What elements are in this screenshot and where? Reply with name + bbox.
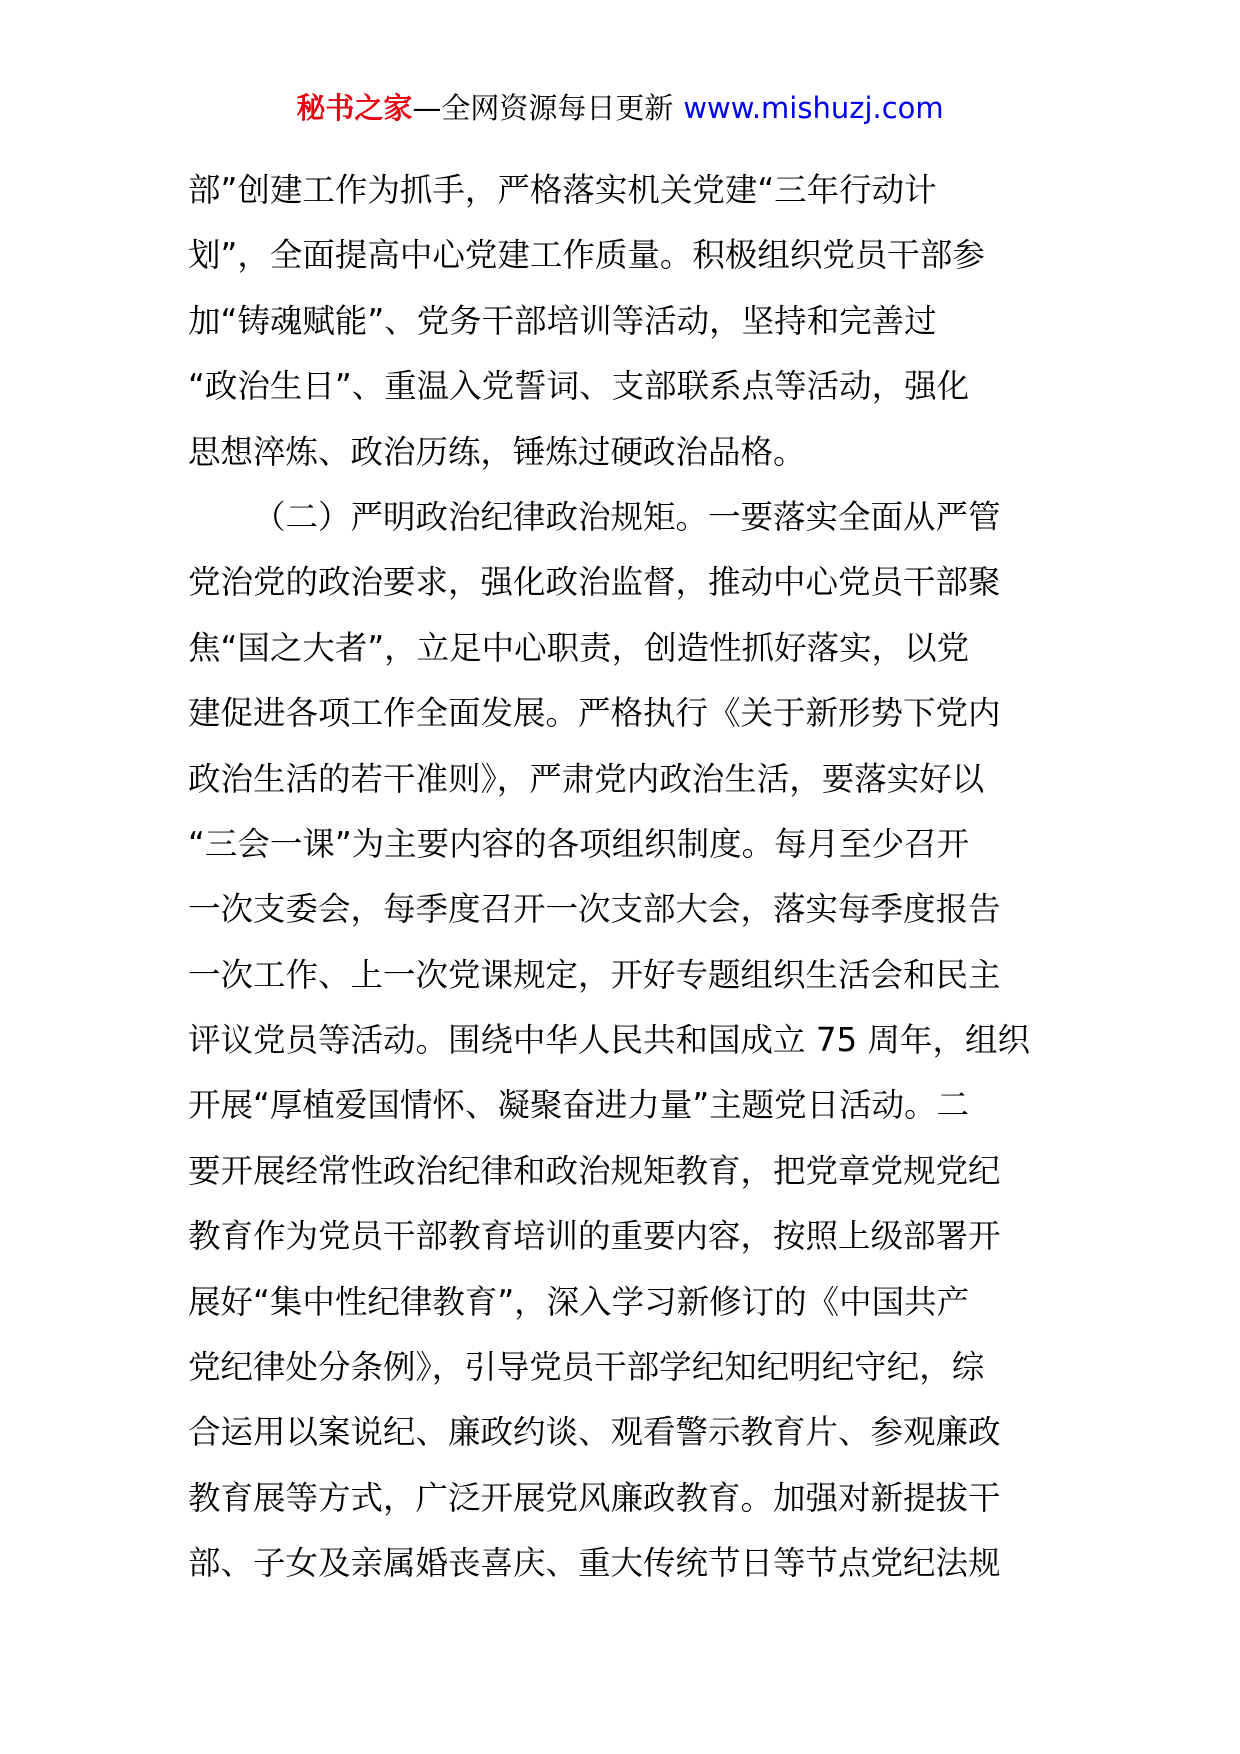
text-line: 党治党的政治要求，强化政治监督，推动中心党员干部聚	[188, 563, 1001, 602]
document-body	[188, 158, 1058, 1597]
site-slogan: —全网资源每日更新	[412, 91, 674, 125]
text-line: 教育展等方式，广泛开展党风廉政教育。加强对新提拔干	[188, 1478, 1001, 1517]
section-heading-line: （二）严明政治纪律政治规矩。一要落实全面从严管	[253, 497, 1001, 536]
text-line: 一次工作、上一次党课规定，开好专题组织生活会和民主	[188, 955, 1001, 994]
site-url-link[interactable]: www.mishuzj.com	[683, 91, 944, 125]
text-line: 划”，全面提高中心党建工作质量。积极组织党员干部参	[188, 236, 985, 275]
text-line: 评议党员等活动。围绕中华人民共和国成立 75 周年，组织	[188, 1021, 1031, 1060]
text-line: 党纪律处分条例》，引导党员干部学纪知纪明纪守纪，综	[188, 1348, 985, 1387]
text-line: 焦“国之大者”，立足中心职责，创造性抓好落实，以党	[188, 628, 970, 667]
text-line: 开展“厚植爱国情怀、凝聚奋进力量”主题党日活动。二	[188, 1086, 970, 1125]
text-line: 合运用以案说纪、廉政约谈、观看警示教育片、参观廉政	[188, 1413, 1001, 1452]
text-line: “政治生日”、重温入党誓词、支部联系点等活动，强化	[188, 367, 970, 406]
text-line: 展好“集中性纪律教育”，深入学习新修订的《中国共产	[188, 1282, 970, 1321]
site-brand: 秘书之家	[296, 91, 413, 125]
text-line: 部、子女及亲属婚丧喜庆、重大传统节日等节点党纪法规	[188, 1544, 1001, 1583]
site-header	[0, 88, 1240, 128]
text-line: “三会一课”为主要内容的各项组织制度。每月至少召开	[188, 824, 970, 863]
text-line: 教育作为党员干部教育培训的重要内容，按照上级部署开	[188, 1217, 1001, 1256]
text-line: 一次支委会，每季度召开一次支部大会，落实每季度报告	[188, 890, 1001, 929]
text-line: 政治生活的若干准则》，严肃党内政治生活，要落实好以	[188, 759, 985, 798]
text-line: 加“铸魂赋能”、党务干部培训等活动，坚持和完善过	[188, 301, 937, 340]
text-line: 要开展经常性政治纪律和政治规矩教育，把党章党规党纪	[188, 1151, 1001, 1190]
text-line: 思想淬炼、政治历练，锤炼过硬政治品格。	[188, 432, 806, 471]
text-line: 部”创建工作为抓手，严格落实机关党建“三年行动计	[188, 171, 937, 209]
text-line: 建促进各项工作全面发展。严格执行《关于新形势下党内	[188, 694, 1001, 733]
